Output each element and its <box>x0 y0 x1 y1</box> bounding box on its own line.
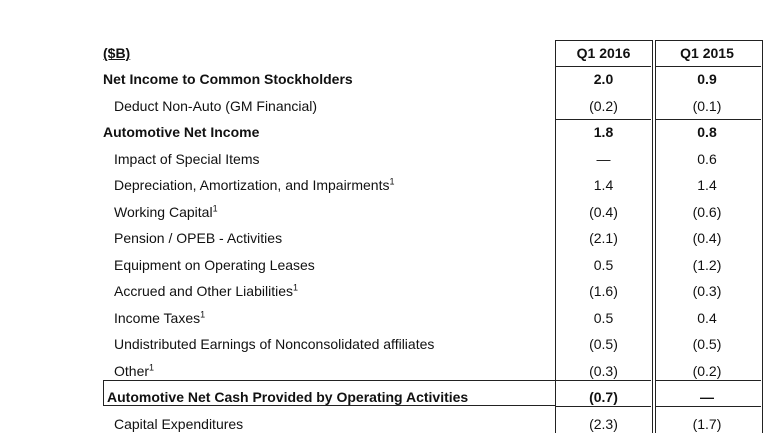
value-q1-2015: (1.2) <box>654 252 760 279</box>
row-label: Pension / OPEB - Activities <box>103 230 555 246</box>
table-row <box>103 93 764 120</box>
row-label: Deduct Non-Auto (GM Financial) <box>103 98 555 114</box>
value-q1-2015: — <box>654 384 760 411</box>
table-row-total <box>103 384 764 411</box>
cash-flow-table <box>103 40 764 437</box>
row-label: Capital Expenditures <box>103 416 555 432</box>
column-header-q1-2016: Q1 2016 <box>555 40 652 66</box>
table-row <box>103 358 764 385</box>
value-q1-2015: (0.2) <box>654 358 760 385</box>
row-label: Undistributed Earnings of Nonconsolidated affiliates <box>103 336 555 352</box>
value-q1-2016: (0.7) <box>555 384 652 411</box>
value-q1-2016: (1.6) <box>555 278 652 305</box>
row-label: Other$^1$ <box>103 363 555 379</box>
row-label: Net Income to Common Stockholders <box>103 71 555 87</box>
footnote-marker: 1 <box>389 177 394 187</box>
value-q1-2015: 0.9 <box>654 66 760 93</box>
table-row <box>103 225 764 252</box>
footnote-marker: 1 <box>293 283 298 293</box>
table-row <box>103 146 764 173</box>
footnote-marker: 1 <box>149 362 154 372</box>
value-q1-2016: — <box>555 146 652 173</box>
row-label: Accrued and Other Liabilities$^1$ <box>103 283 555 299</box>
column-header-q1-2015: Q1 2015 <box>654 40 760 66</box>
row-label: Impact of Special Items <box>103 151 555 167</box>
table-row <box>103 331 764 358</box>
value-q1-2016: (2.3) <box>555 411 652 437</box>
value-q1-2015: (0.3) <box>654 278 760 305</box>
value-q1-2015: (0.6) <box>654 199 760 226</box>
row-label: Equipment on Operating Leases <box>103 257 555 273</box>
row-label: Depreciation, Amortization, and Impairments$^1$ <box>103 177 555 193</box>
value-q1-2016: (0.5) <box>555 331 652 358</box>
value-q1-2016: (0.3) <box>555 358 652 385</box>
value-q1-2015: 1.4 <box>654 172 760 199</box>
table-row <box>103 119 764 146</box>
table-row <box>103 66 764 93</box>
value-q1-2016: 0.5 <box>555 305 652 332</box>
row-label: Automotive Net Income <box>103 124 555 140</box>
value-q1-2016: 1.4 <box>555 172 652 199</box>
value-q1-2015: 0.8 <box>654 119 760 146</box>
value-q1-2015: 0.4 <box>654 305 760 332</box>
table-row <box>103 172 764 199</box>
value-q1-2016: 0.5 <box>555 252 652 279</box>
row-label: Working Capital$^1$ <box>103 204 555 220</box>
value-q1-2015: 0.6 <box>654 146 760 173</box>
value-q1-2016: 1.8 <box>555 119 652 146</box>
value-q1-2015: (1.7) <box>654 411 760 437</box>
value-q1-2016: (2.1) <box>555 225 652 252</box>
value-q1-2016: 2.0 <box>555 66 652 93</box>
footnote-marker: 1 <box>200 309 205 319</box>
table-row <box>103 305 764 332</box>
row-label: Automotive Net Cash Provided by Operating Activities <box>103 389 555 405</box>
table-row <box>103 411 764 437</box>
value-q1-2015: (0.4) <box>654 225 760 252</box>
table-header-row <box>103 40 764 66</box>
unit-label: ($B) <box>103 45 555 61</box>
value-q1-2015: (0.5) <box>654 331 760 358</box>
table-row <box>103 199 764 226</box>
table-row <box>103 252 764 279</box>
value-q1-2015: (0.1) <box>654 93 760 120</box>
table-row <box>103 278 764 305</box>
value-q1-2016: (0.2) <box>555 93 652 120</box>
value-q1-2016: (0.4) <box>555 199 652 226</box>
row-label: Income Taxes$^1$ <box>103 310 555 326</box>
footnote-marker: 1 <box>213 203 218 213</box>
